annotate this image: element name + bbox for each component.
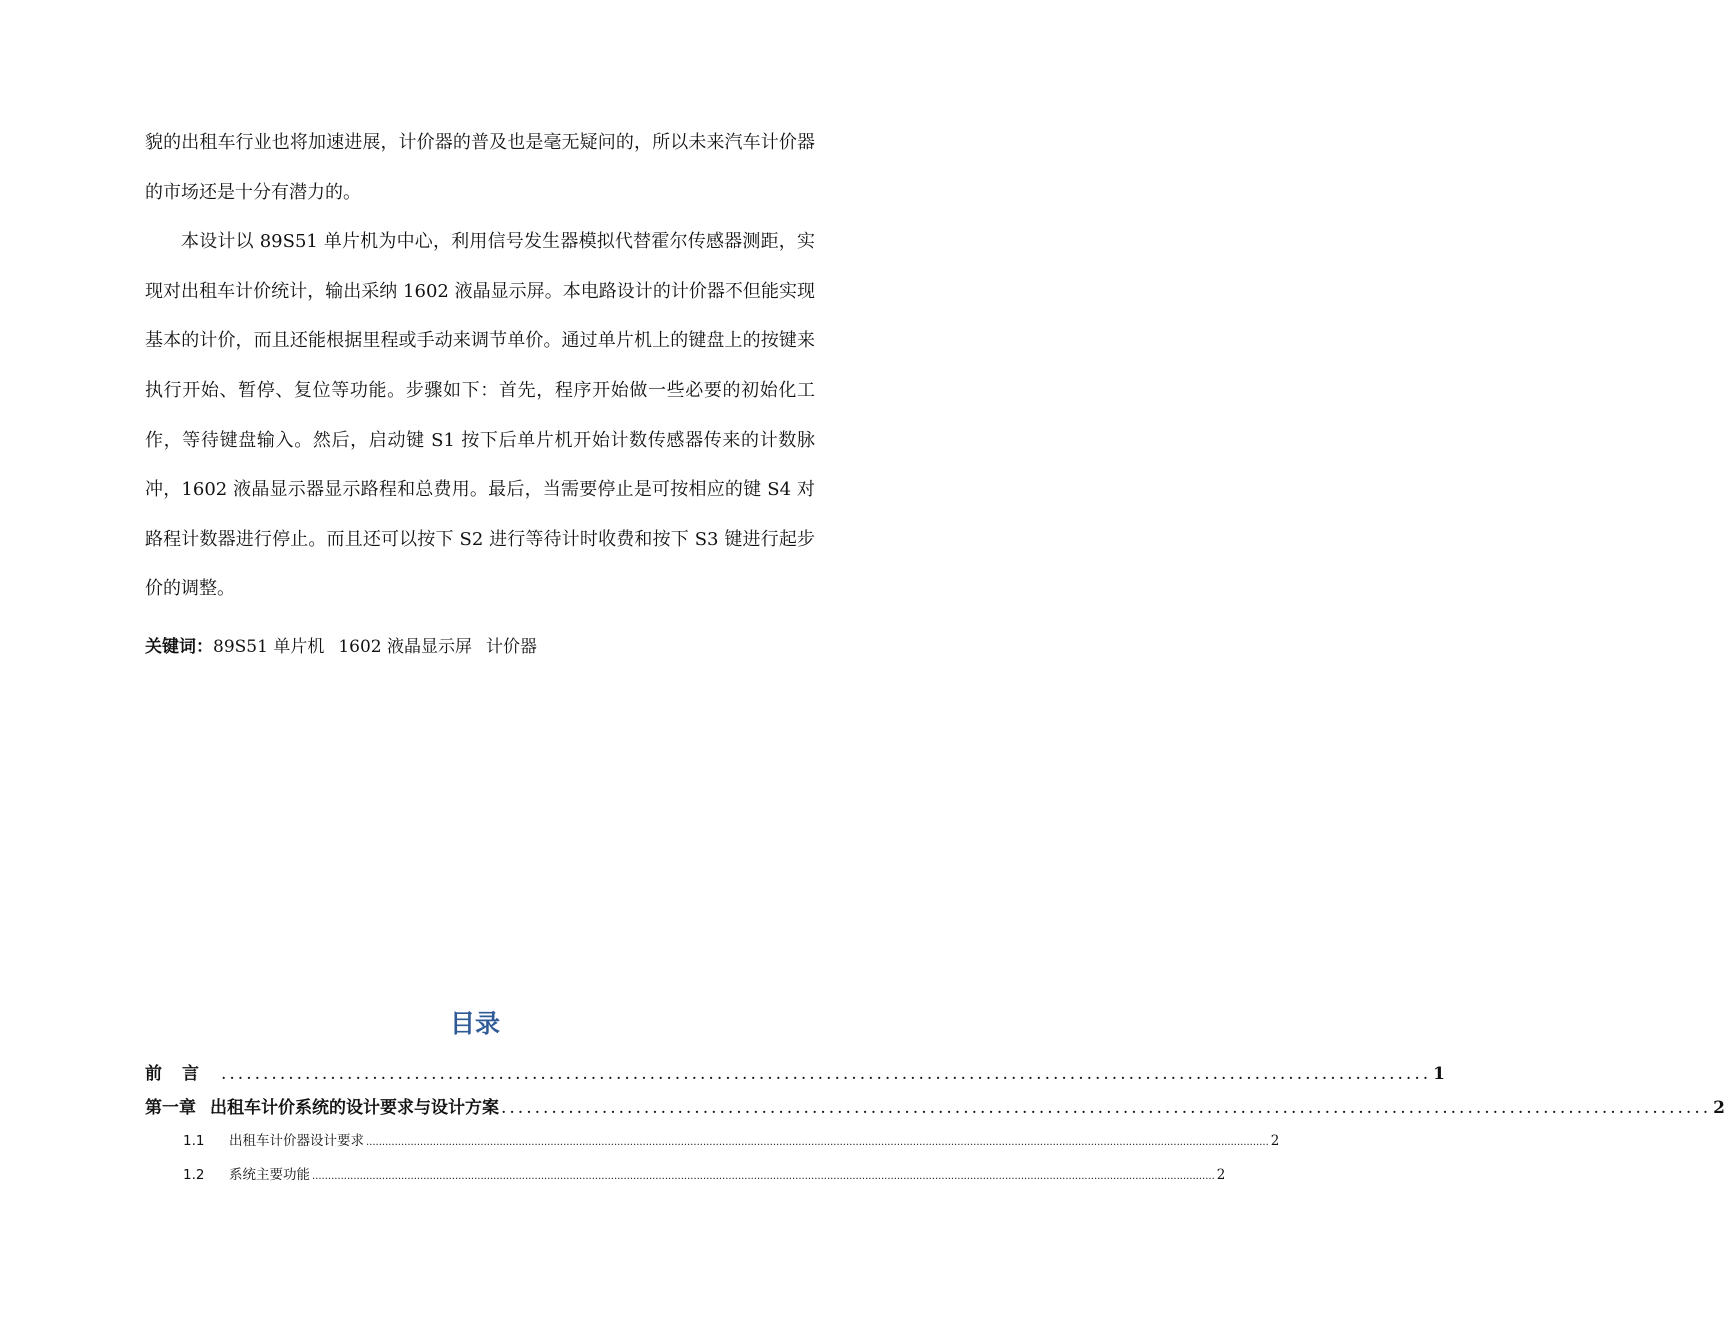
toc-section-number: 1.1 bbox=[183, 1133, 205, 1149]
toc-entry[interactable] bbox=[145, 1126, 1280, 1156]
toc-entry-label: 前言 bbox=[145, 1064, 219, 1084]
keyword-item: 计价器 bbox=[486, 637, 537, 657]
toc-leader-dots: ................................................................................................................................................ bbox=[221, 1064, 1432, 1084]
keyword-item: 89S51 单片机 bbox=[213, 637, 325, 657]
keyword-item: 1602 液晶显示屏 bbox=[338, 637, 472, 657]
toc-entry[interactable] bbox=[145, 1160, 1226, 1190]
toc-leader-dots: ............................................................................................................................................................................................................................................................................................ bbox=[366, 1137, 1269, 1148]
toc-page-number: 2 bbox=[1216, 1167, 1226, 1183]
abstract-body bbox=[145, 118, 815, 614]
toc-page-number: 2 bbox=[1713, 1098, 1725, 1118]
toc-page-number: 1 bbox=[1433, 1064, 1445, 1084]
body-paragraph: 本设计以 89S51 单片机为中心，利用信号发生器模拟代替霍尔传感器测距，实现对出租车计价统计，输出采纳 1602 液晶显示屏。本电路设计的计价器不但能实现基本的计价，而且还能根据里程或手动来调节单价。通过单片机上的键盘上的按键来执行开始、暂停、复位等功能。步骤如下：首先，程序开始做一些必要的初始化工作，等待键盘输入。然后，启动键 S1 按下后单片机开始计数传感器传来的计数脉冲，1602 液晶显示器显示路程和总费用。最后，当需要停止是可按相应的键 S4 对路程计数器进行停止。而且还可以按下 S2 进行等待计时收费和按下 S3 键进行起步价的调整。 bbox=[145, 231, 815, 600]
toc-entry-heading bbox=[145, 1160, 310, 1190]
toc-entry-heading bbox=[145, 1126, 364, 1156]
toc-chapter-number: 第一章 bbox=[145, 1098, 196, 1118]
toc-leader-dots: ............................................................................................................................................................................................................................................................................................ bbox=[312, 1171, 1215, 1182]
toc-leader-dots: ................................................................................................................................................ bbox=[501, 1098, 1712, 1118]
toc-title: 目录 bbox=[449, 1009, 500, 1038]
toc-entry[interactable] bbox=[145, 1092, 1725, 1124]
toc-section-number: 1.2 bbox=[183, 1167, 205, 1183]
toc-entry-label: 系统主要功能 bbox=[229, 1167, 310, 1183]
keywords-label: 关键词： bbox=[145, 637, 213, 657]
toc-entry[interactable] bbox=[145, 1058, 1445, 1090]
toc-entry-label: 出租车计价系统的设计要求与设计方案 bbox=[210, 1098, 499, 1118]
toc-entry-label: 出租车计价器设计要求 bbox=[229, 1133, 364, 1149]
toc-page-number: 2 bbox=[1270, 1133, 1280, 1149]
keywords-line bbox=[145, 632, 551, 662]
toc-entry-heading bbox=[145, 1092, 499, 1124]
body-paragraph: 貌的出租车行业也将加速进展，计价器的普及也是毫无疑问的，所以未来汽车计价器的市场还是十分有潜力的。 bbox=[145, 132, 815, 203]
